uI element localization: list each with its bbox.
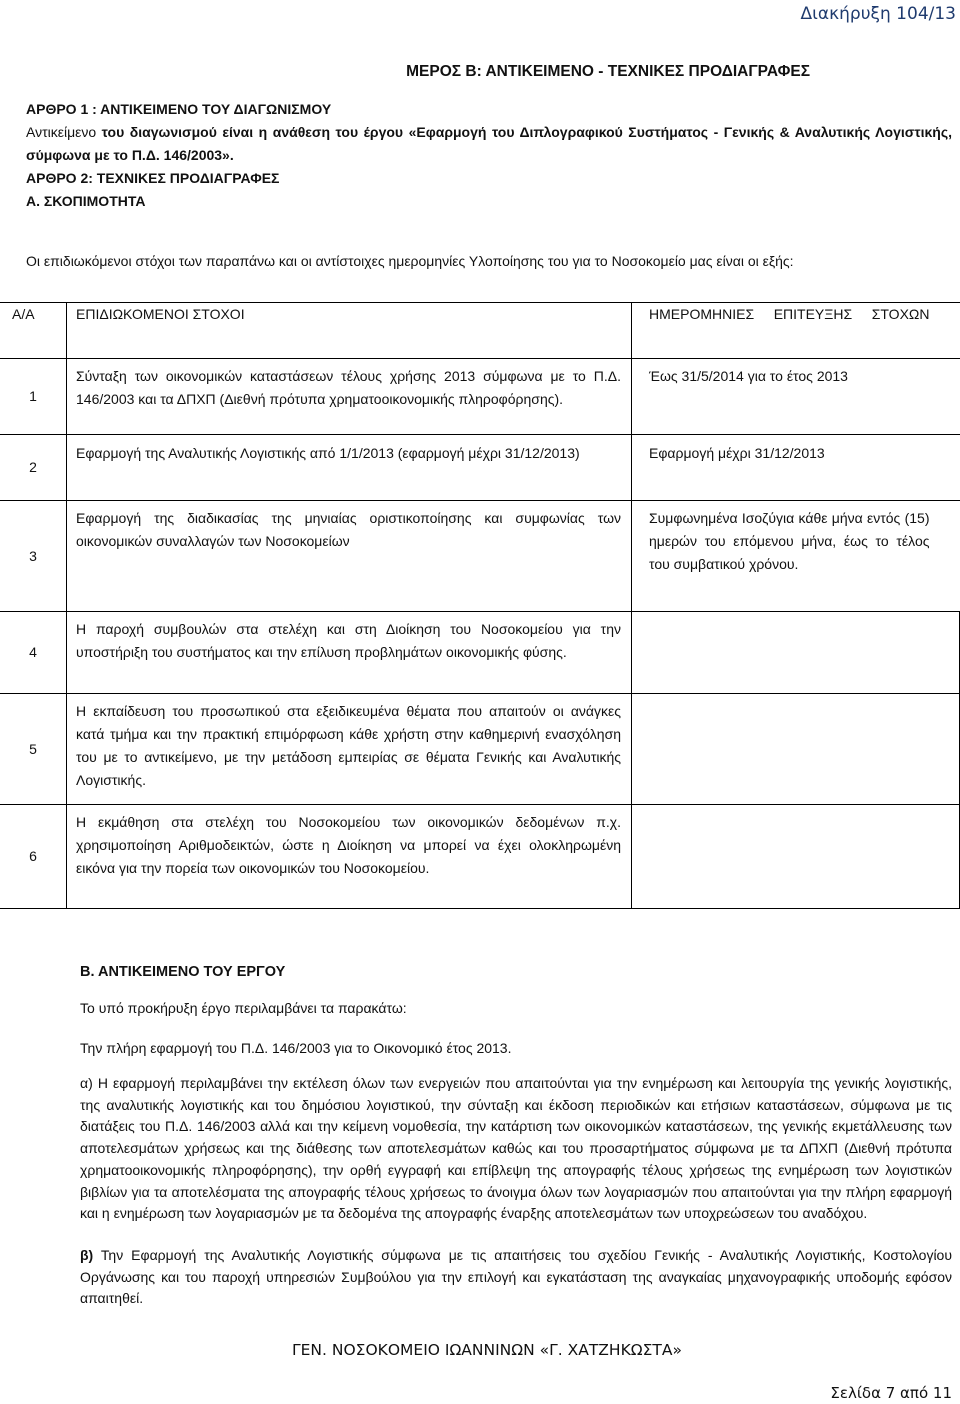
article-1-title: ΑΡΘΡΟ 1 : ΑΝΤΙΚΕΙΜΕΝΟ ΤΟΥ ΔΙΑΓΩΝΙΣΜΟΥ xyxy=(26,101,332,117)
header-no: Α/Α xyxy=(0,303,67,359)
section-a-intro: Οι επιδιωκόμενοι στόχοι των παραπάνω και οι αντίστοιχες ημερομηνίες Υλοποίησης του για το Νοσοκομείο μας είναι οι εξής: xyxy=(26,253,794,269)
row-date: Έως 31/5/2014 για το έτος 2013 xyxy=(632,359,960,435)
row-goal: Σύνταξη των οικονομικών καταστάσεων τέλους χρήσης 2013 σύμφωνα με το Π.Δ. 146/2003 και τα ΔΠΧΠ (Διεθνή πρότυπα χρηματοοικονομικής πληροφόρησης). xyxy=(67,359,632,435)
row-date xyxy=(632,612,960,694)
goals-table xyxy=(0,302,960,909)
row-date xyxy=(632,694,960,805)
article-2-title: ΑΡΘΡΟ 2: ΤΕΧΝΙΚΕΣ ΠΡΟΔΙΑΓΡΑΦΕΣ xyxy=(26,170,280,186)
row-number: 3 xyxy=(0,501,67,612)
row-goal: Εφαρμογή της Αναλυτικής Λογιστικής από 1/1/2013 (εφαρμογή μέχρι 31/12/2013) xyxy=(67,435,632,501)
paragraph-b-text: Την Εφαρμογή της Αναλυτικής Λογιστικής σύμφωνα με τις απαιτήσεις του σχεδίου Γενικής - Αναλυτικής Λογιστικής, Κοστολογίου Οργάνωσης και του παροχή υπηρεσιών Συμβούλου για την επιλογή και εγκατάσταση της αναγκαίας μηχανογραφικής υποδομής εφόσον απαιτηθεί. xyxy=(80,1247,952,1307)
paragraph-b-label: β) xyxy=(80,1247,94,1263)
row-number: 2 xyxy=(0,435,67,501)
article-1-text xyxy=(26,121,952,167)
section-b-title: Β. ΑΝΤΙΚΕΙΜΕΝΟ ΤΟΥ ΕΡΓΟΥ xyxy=(80,964,286,980)
article-1-text-bold: του διαγωνισμού είναι η ανάθεση του έργου «Εφαρμογή του Διπλογραφικού Συστήματος - Γενικής & Αναλυτικής Λογιστικής, σύμφωνα με το Π.Δ. 146/2003». xyxy=(26,124,952,163)
section-b-paragraph-b xyxy=(80,1245,952,1310)
row-goal: Η εκμάθηση στα στελέχη του Νοσοκομείου των οικονομικών δεδομένων π.χ. χρησιμοποίηση Αριθμοδεικτών, ώστε η Διοίκηση να μπορεί να έχει ολοκληρωμένη εικόνα για την πορεία των οικονομικών του Νοσοκομείου. xyxy=(67,805,632,909)
document-reference: Διακήρυξη 104/13 xyxy=(800,4,956,24)
table-row xyxy=(0,435,960,501)
row-number: 1 xyxy=(0,359,67,435)
article-1 xyxy=(26,98,952,213)
header-goals: ΕΠΙΔΙΩΚΟΜΕΝΟΙ ΣΤΟΧΟΙ xyxy=(67,303,632,359)
table-row xyxy=(0,612,960,694)
section-b-intro: Το υπό προκήρυξη έργο περιλαμβάνει τα παρακάτω: xyxy=(80,1000,407,1016)
section-b-full-application: Την πλήρη εφαρμογή του Π.Δ. 146/2003 για το Οικονομικό έτος 2013. xyxy=(80,1040,512,1056)
row-date: Συμφωνημένα Ισοζύγια κάθε μήνα εντός (15) ημερών του επόμενου μήνα, έως το τέλος του συμβατικού χρόνου. xyxy=(632,501,960,612)
footer-organization: ΓΕΝ. ΝΟΣΟΚΟΜΕΙΟ ΙΩΑΝΝΙΝΩΝ «Γ. ΧΑΤΖΗΚΩΣΤΑ» xyxy=(292,1341,682,1359)
article-1-text-start: Αντικείμενο xyxy=(26,124,102,140)
row-number: 4 xyxy=(0,612,67,694)
table-row xyxy=(0,805,960,909)
section-b-paragraph-a: α) Η εφαρμογή περιλαμβάνει την εκτέλεση όλων των ενεργειών που απαιτούνται για την ενημέρωση και λειτουργία της γενικής λογιστικής, της αναλυτικής λογιστικής και του δημόσιου λογιστικού, την σύνταξη και έκδοση περιοδικών και ετήσιων καταστάσεων, σύμφωνα με τις διατάξεις του Π.Δ. 146/2003 αλλά και την κείμενη νομοθεσία, την κατάρτιση των οικονομικών καταστάσεων, της γενικής εκμετάλλευσης των αποτελεσμάτων χρήσεως και της διάθεσης των αποτελεσμάτων καθώς και του προσαρτήματος σύμφωνα με τα ΔΠΧΠ (Διεθνή πρότυπα χρηματοοικονομικής πληροφόρησης), την ορθή εγγραφή και επίβλεψη της απογραφής τέλους χρήσεως της ενημέρωση των λογιστικών βιβλίων για τα αποτελέσματα της απογραφής τέλους χρήσεως το άνοιγμα όλων των λογαριασμών που απαιτούνται για την πλήρη εφαρμογή και η ενημέρωση των λογαριασμών με τα δεδομένα της απογραφής έναρξης αποτελεσμάτων των υποχρεώσεων του αναδόχου. xyxy=(80,1075,952,1222)
row-goal: Εφαρμογή της διαδικασίας της μηνιαίας οριστικοποίησης και συμφωνίας των οικονομικών συναλλαγών των Νοσοκομείων xyxy=(67,501,632,612)
row-goal: Η παροχή συμβουλών στα στελέχη και στη Διοίκηση του Νοσοκομείου για την υποστήριξη του συστήματος και την επίλυση προβλημάτων οικονομικής φύσης. xyxy=(67,612,632,694)
row-goal: Η εκπαίδευση του προσωπικού στα εξειδικευμένα θέματα που απαιτούν οι ανάγκες κατά τμήμα και την πρακτική επιμόρφωση κάθε χρήστη στην καθημερινή ενασχόληση του με το αντικείμενο, με την μετάδοση εμπειρίας σε θέματα Γενικής και Αναλυτικής Λογιστικής. xyxy=(67,694,632,805)
row-number: 6 xyxy=(0,805,67,909)
footer-page-number: Σελίδα 7 από 11 xyxy=(830,1384,952,1402)
table-row xyxy=(0,501,960,612)
header-dates: ΗΜΕΡΟΜΗΝΙΕΣ ΕΠΙΤΕΥΞΗΣ ΣΤΟΧΩΝ xyxy=(632,303,960,359)
table-row xyxy=(0,694,960,805)
section-a-title: Α. ΣΚΟΠΙΜΟΤΗΤΑ xyxy=(26,193,146,209)
row-date: Εφαρμογή μέχρι 31/12/2013 xyxy=(632,435,960,501)
row-number: 5 xyxy=(0,694,67,805)
goals-table-header xyxy=(0,303,960,359)
part-title: ΜΕΡΟΣ Β: ΑΝΤΙΚΕΙΜΕΝΟ - ΤΕΧΝΙΚΕΣ ΠΡΟΔΙΑΓΡΑΦΕΣ xyxy=(406,63,810,80)
table-row xyxy=(0,359,960,435)
row-date xyxy=(632,805,960,909)
